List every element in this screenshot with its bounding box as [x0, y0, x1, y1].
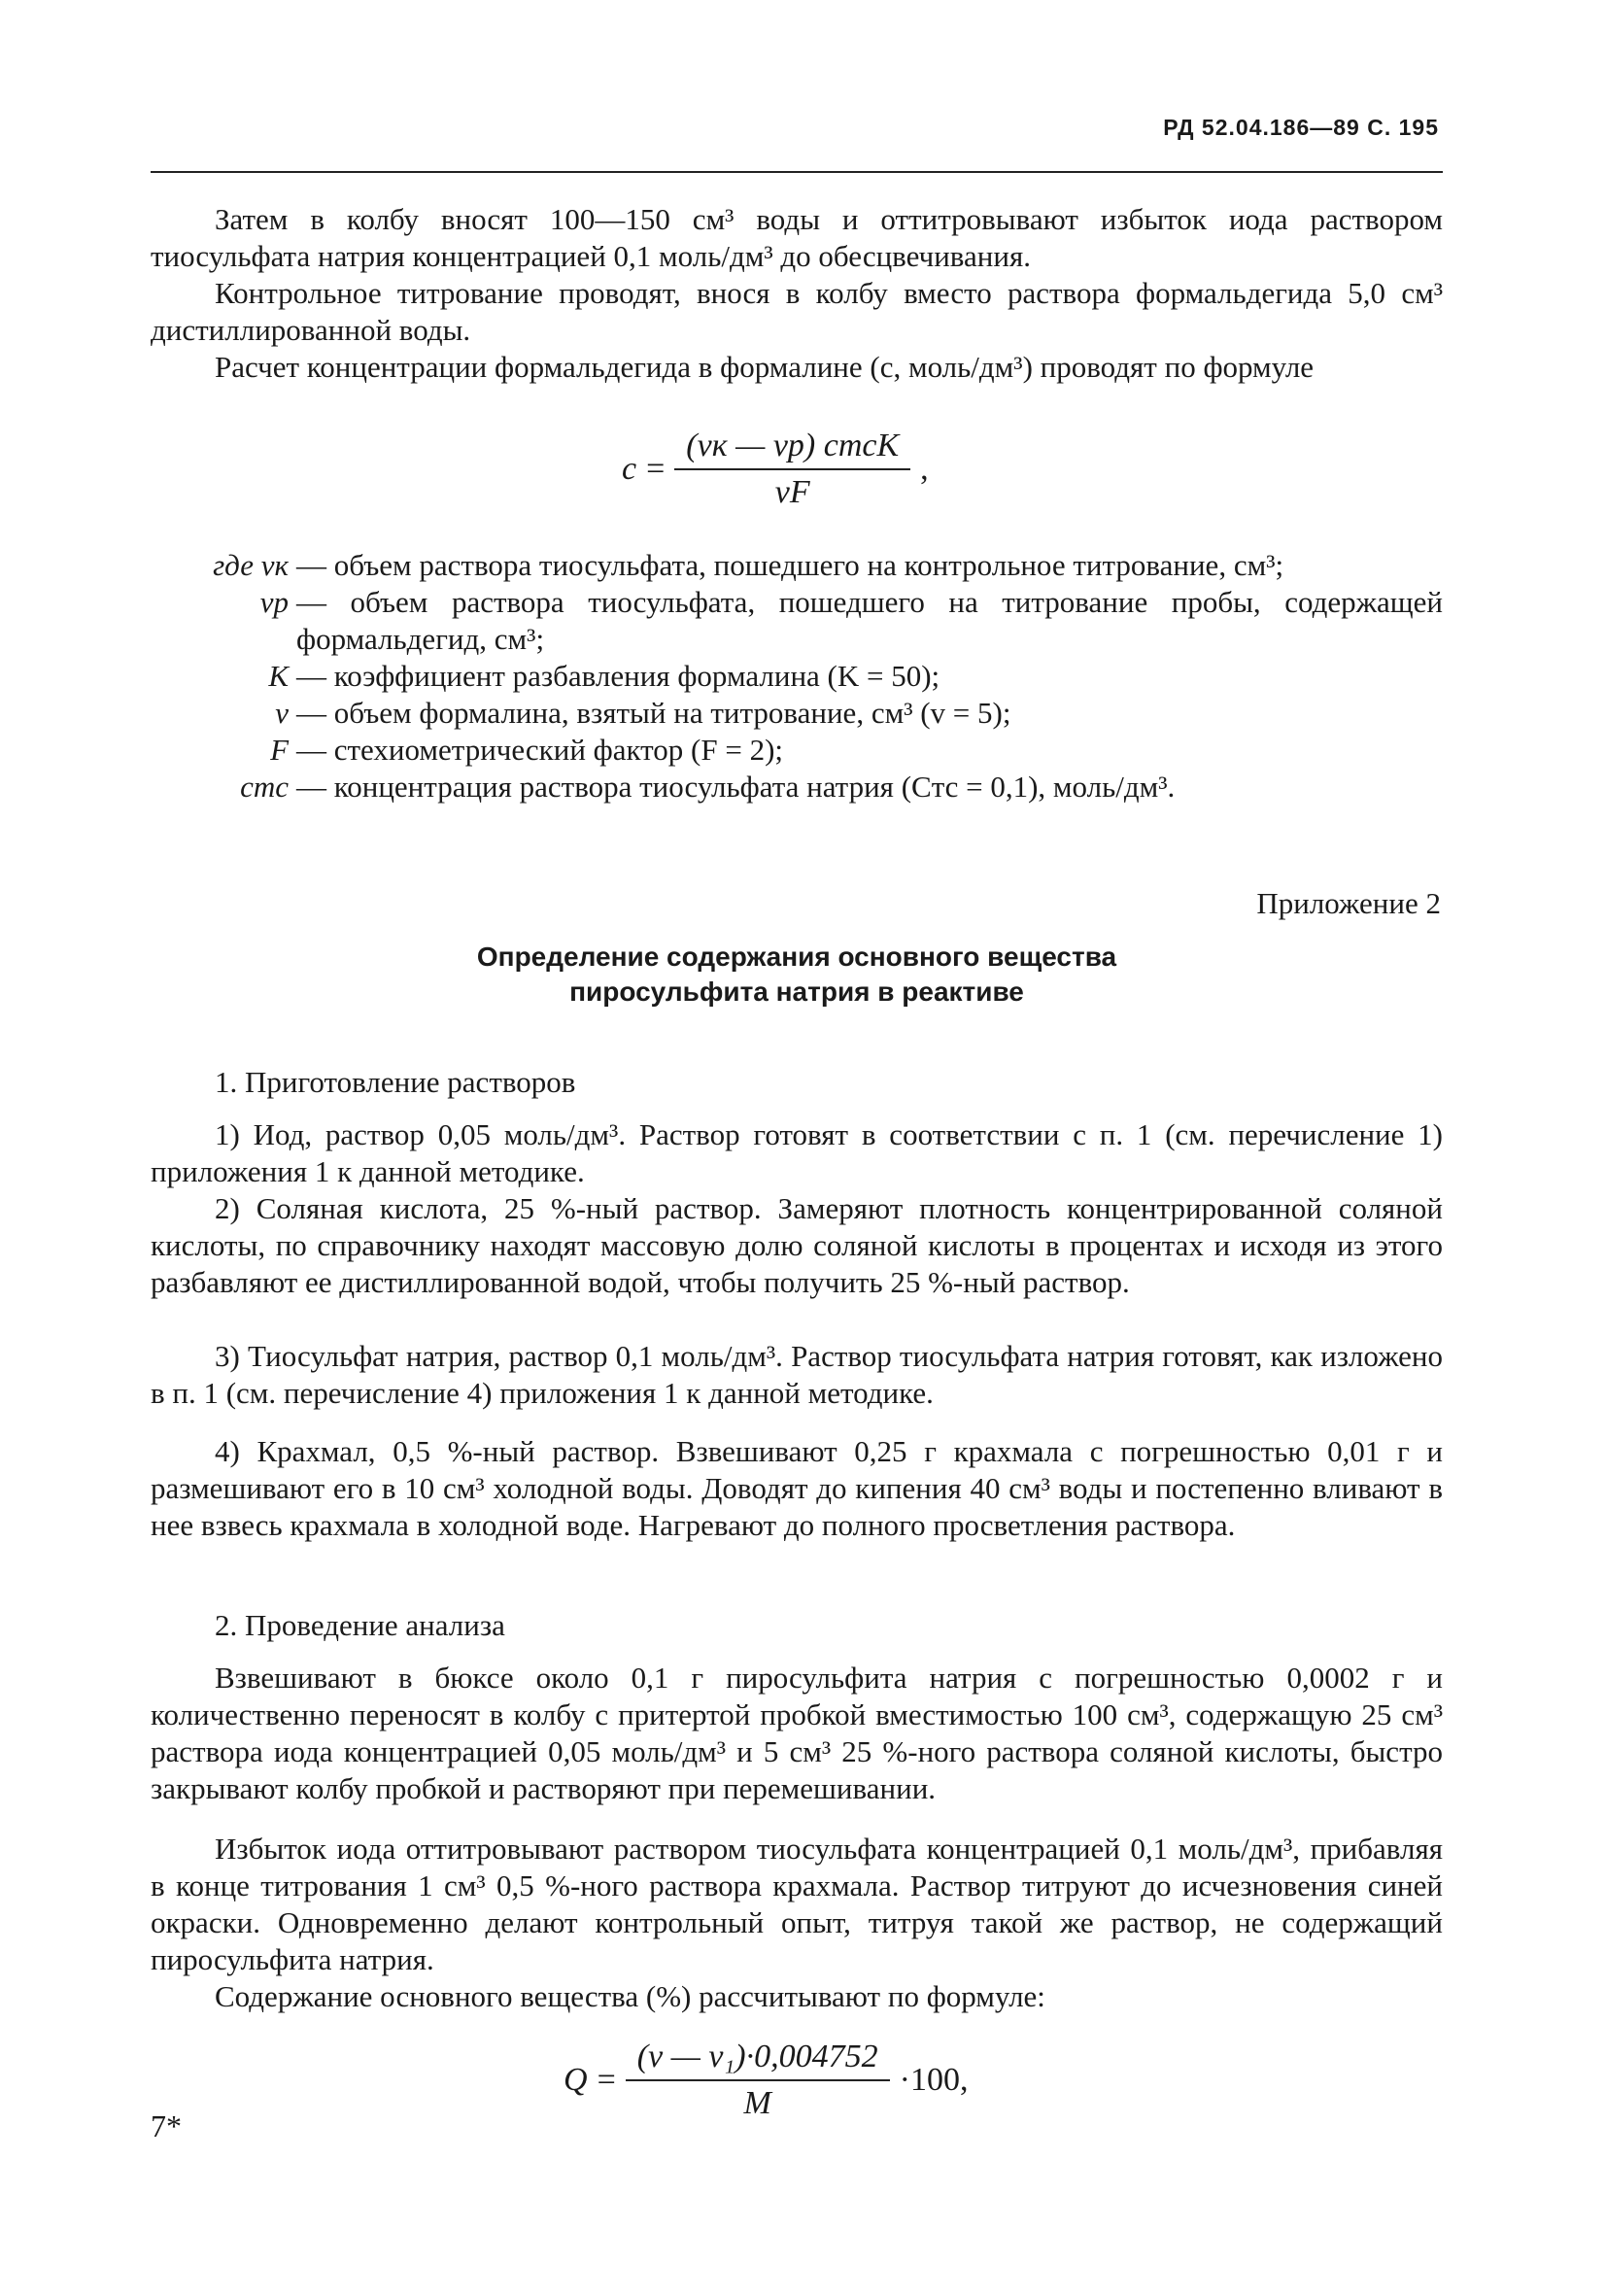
intro-paragraph-2: Контрольное титрование проводят, внося в колбу вместо раствора формальдегида 5,0 см³ дистиллированной воды. [151, 276, 1443, 347]
definition-symbol: vр [259, 585, 289, 619]
intro-paragraph-3: Расчет концентрации формальдегида в формалине (c, моль/дм³) проводят по формуле [215, 350, 1315, 384]
analysis-paragraph-2: Избыток иода оттитровывают раствором тиосульфата концентрацией 0,1 моль/дм³, прибавляя в конце титрования 1 см³ 0,5 %-ного раствора крахмала. Раствор титруют до исчезновения синей окраски. Одновременно делают контрольный опыт, титруя такой же раствор, не содержащий пиросульфита натрия. [151, 1832, 1443, 1976]
definition-text: — объем формалина, взятый на титрование, см³ (v = 5); [296, 696, 1011, 730]
formula-trail: ·100, [899, 2062, 969, 2098]
definition-row [151, 769, 1443, 805]
prep-item-1: 1) Иод, раствор 0,05 моль/дм³. Раствор готовят в соответствии с п. 1 (см. перечисление 1) приложения 1 к данной методике. [151, 1117, 1443, 1188]
formula-lhs: Q [564, 2062, 588, 2098]
analysis-paragraph-3: Содержание основного вещества (%) рассчитывают по формуле: [215, 1979, 1045, 2013]
formula-equals: = [597, 2062, 616, 2098]
prep-item-4: 4) Крахмал, 0,5 %-ный раствор. Взвешивают 0,25 г крахмала с погрешностью 0,01 г и размешивают его в 10 см³ холодной воды. Доводят до кипения 40 см³ воды и постепенно вливают в нее взвесь крахмала в холодной воде. Нагревают до полного просветления раствора. [151, 1434, 1443, 1542]
section-1-heading: 1. Приготовление растворов [215, 1065, 576, 1099]
definition-symbol: K [268, 659, 289, 693]
definition-text: — объем раствора тиосульфата, пошедшего на титрование пробы, содержащей формальдегид, см³; [296, 585, 1443, 656]
page-mark: 7* [151, 2108, 182, 2143]
definition-text: — объем раствора тиосульфата, пошедшего на контрольное титрование, см³; [296, 548, 1284, 582]
analysis-paragraph-1: Взвешивают в бюксе около 0,1 г пиросульфита натрия с погрешностью 0,0002 г и количественно переносят в колбу с притертой пробкой вместимостью 100 см³, содержащую 25 см³ раствора иода концентрацией 0,05 моль/дм³ и 5 см³ 25 %-ного раствора соляной кислоты, быстро закрывают колбу пробкой и растворяют при перемешивании. [151, 1661, 1443, 1805]
definition-text: — концентрация раствора тиосульфата натрия (Cтс = 0,1), моль/дм³. [296, 770, 1176, 804]
appendix-title-line-2: пиросульфита натрия в реактиве [569, 977, 1024, 1007]
formaldehyde-formula [622, 428, 929, 511]
definition-row [151, 584, 1443, 658]
formula-fraction [674, 428, 910, 511]
formula-trail: , [920, 451, 929, 487]
prep-item-2: 2) Соляная кислота, 25 %-ный раствор. Замеряют плотность концентрированной соляной кислоты, по справочнику находят массовую долю соляной кислоты в процентах и исходя из этого разбавляют ее дистиллированной водой, чтобы получить 25 %-ный раствор. [151, 1191, 1443, 1299]
definition-text: — стехиометрический фактор (F = 2); [296, 733, 784, 767]
definition-symbol: v [275, 696, 289, 730]
formula-denominator: M [743, 2085, 771, 2121]
variable-definitions [151, 547, 1443, 805]
definition-row [151, 732, 1443, 769]
definition-row [151, 658, 1443, 695]
formula-numerator: (v — v₁)·0,004752 [626, 2039, 890, 2081]
definition-symbol: где vк [213, 548, 289, 582]
section-2-heading: 2. Проведение анализа [215, 1608, 505, 1642]
formula-lhs: c [622, 451, 637, 487]
appendix-title [151, 940, 1443, 1010]
definition-symbol: cтс [240, 770, 289, 804]
definition-symbol: F [270, 733, 289, 767]
formula-numerator: (vк — vр) cтсK [674, 428, 910, 470]
appendix-title-line-1: Определение содержания основного вещества [476, 942, 1117, 972]
intro-paragraph-1: Затем в колбу вносят 100—150 см³ воды и оттитровывают избыток иода раствором тиосульфата натрия концентрацией 0,1 моль/дм³ до обесцвечивания. [151, 202, 1443, 273]
formula-denominator: vF [774, 474, 810, 510]
header-rule [151, 171, 1443, 173]
definition-row [151, 547, 1443, 584]
formula-equals: = [646, 451, 666, 487]
formula-fraction [626, 2039, 890, 2122]
appendix-label: Приложение 2 [1256, 886, 1441, 920]
definition-row [151, 695, 1443, 732]
definition-text: — коэффициент разбавления формалина (K = 50); [296, 659, 940, 693]
running-head: РД 52.04.186—89 С. 195 [1163, 115, 1439, 140]
sulfite-content-formula [564, 2039, 968, 2122]
prep-item-3: 3) Тиосульфат натрия, раствор 0,1 моль/дм³. Раствор тиосульфата натрия готовят, как изложено в п. 1 (см. перечисление 4) приложения 1 к данной методике. [151, 1339, 1443, 1410]
